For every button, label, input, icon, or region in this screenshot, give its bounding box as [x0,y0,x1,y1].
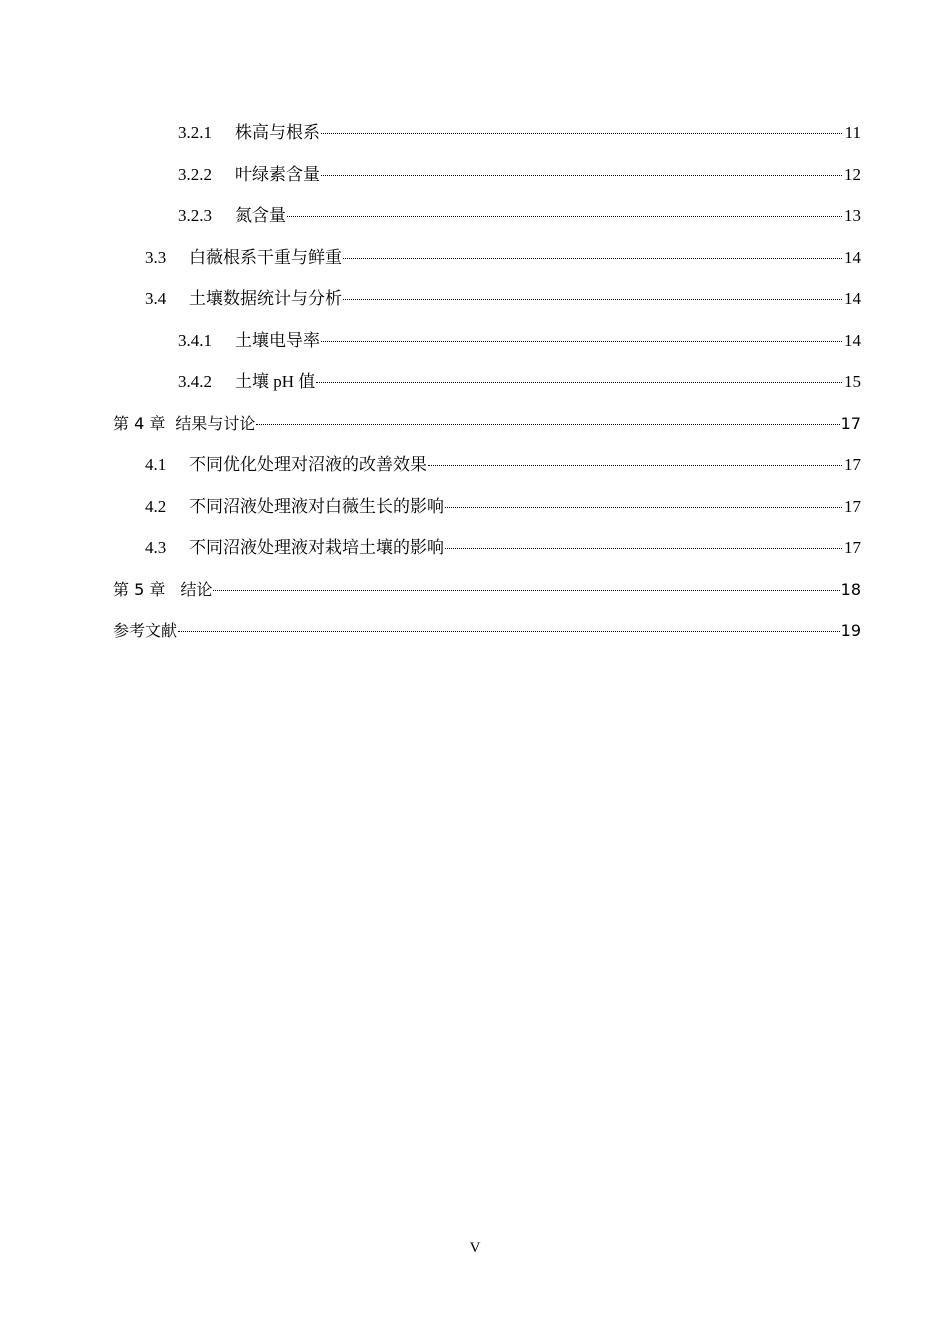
toc-entry-title: 叶绿素含量 [235,164,320,184]
dot-leader [321,340,842,342]
toc-entry-title: 不同沼液处理液对栽培土壤的影响 [189,538,444,557]
toc-entry[interactable] [113,320,861,362]
toc-entry[interactable] [113,154,861,196]
toc-chapter-title: 结论 [175,579,213,599]
toc-entry[interactable] [113,195,861,237]
dot-leader [445,506,842,508]
toc-entry-page: 14 [844,289,861,308]
toc-entry-page: 19 [840,621,861,640]
toc-entry-page: 11 [844,123,861,142]
toc-entry-title: 土壤电导率 [235,330,320,350]
toc-chapter-title: 结果与讨论 [175,413,256,433]
toc-entry-page: 17 [844,455,861,474]
toc-entry-title: 不同沼液处理液对白薇生长的影响 [189,496,444,516]
toc-chapter-entry[interactable] [113,403,861,445]
dot-leader [256,423,839,425]
toc-entry-title: 土壤 pH 值 [235,372,316,391]
toc-entry[interactable] [113,112,861,154]
toc-entry[interactable] [113,486,861,528]
toc-entry-page: 14 [844,330,861,350]
toc-chapter-entry[interactable] [113,610,861,652]
dot-leader [321,132,842,134]
table-of-contents [113,112,861,652]
toc-entry-number: 4.2 [145,496,167,516]
dot-leader [445,547,842,549]
dot-leader [343,298,842,300]
page-number-footer: V [469,1240,481,1256]
toc-entry-number: 3.4 [145,289,167,308]
toc-entry[interactable] [113,361,861,403]
toc-entry-title: 不同优化处理对沼液的改善效果 [189,455,427,474]
dot-leader [178,630,840,632]
toc-entry-page: 17 [844,538,861,557]
toc-entry[interactable] [113,278,861,320]
toc-entry-page: 17 [844,496,861,516]
toc-entry-page: 15 [844,372,861,391]
toc-entry-page: 17 [840,413,861,433]
dot-leader [316,381,842,383]
dot-leader [287,215,842,217]
dot-leader [321,174,842,176]
toc-entry-number: 3.4.2 [178,372,212,391]
dot-leader [428,464,842,466]
toc-entry-number: 3.3 [145,247,167,267]
toc-chapter-title: 参考文献 [113,621,178,640]
toc-entry-page: 12 [844,164,861,184]
dot-leader [343,257,842,259]
toc-entry[interactable] [113,527,861,569]
toc-entry-number: 4.3 [145,538,167,557]
toc-chapter-entry[interactable] [113,569,861,611]
toc-entry-title: 白薇根系干重与鲜重 [189,247,342,267]
toc-entry-number: 4.1 [145,455,167,474]
toc-entry[interactable] [113,237,861,279]
toc-entry-page: 13 [844,206,861,225]
toc-entry-title: 氮含量 [235,206,286,225]
toc-entry-page: 14 [844,247,861,267]
toc-entry-number: 3.2.2 [178,164,212,184]
toc-entry-number: 3.2.1 [178,123,212,142]
toc-chapter-number: 第 4 章 [113,413,166,433]
toc-entry-number: 3.2.3 [178,206,212,225]
toc-entry[interactable] [113,444,861,486]
toc-entry-number: 3.4.1 [178,330,212,350]
toc-entry-title: 株高与根系 [235,123,320,142]
toc-chapter-number: 第 5 章 [113,579,166,599]
toc-entry-page: 18 [840,579,861,599]
toc-entry-title: 土壤数据统计与分析 [189,289,342,308]
dot-leader [213,589,839,591]
